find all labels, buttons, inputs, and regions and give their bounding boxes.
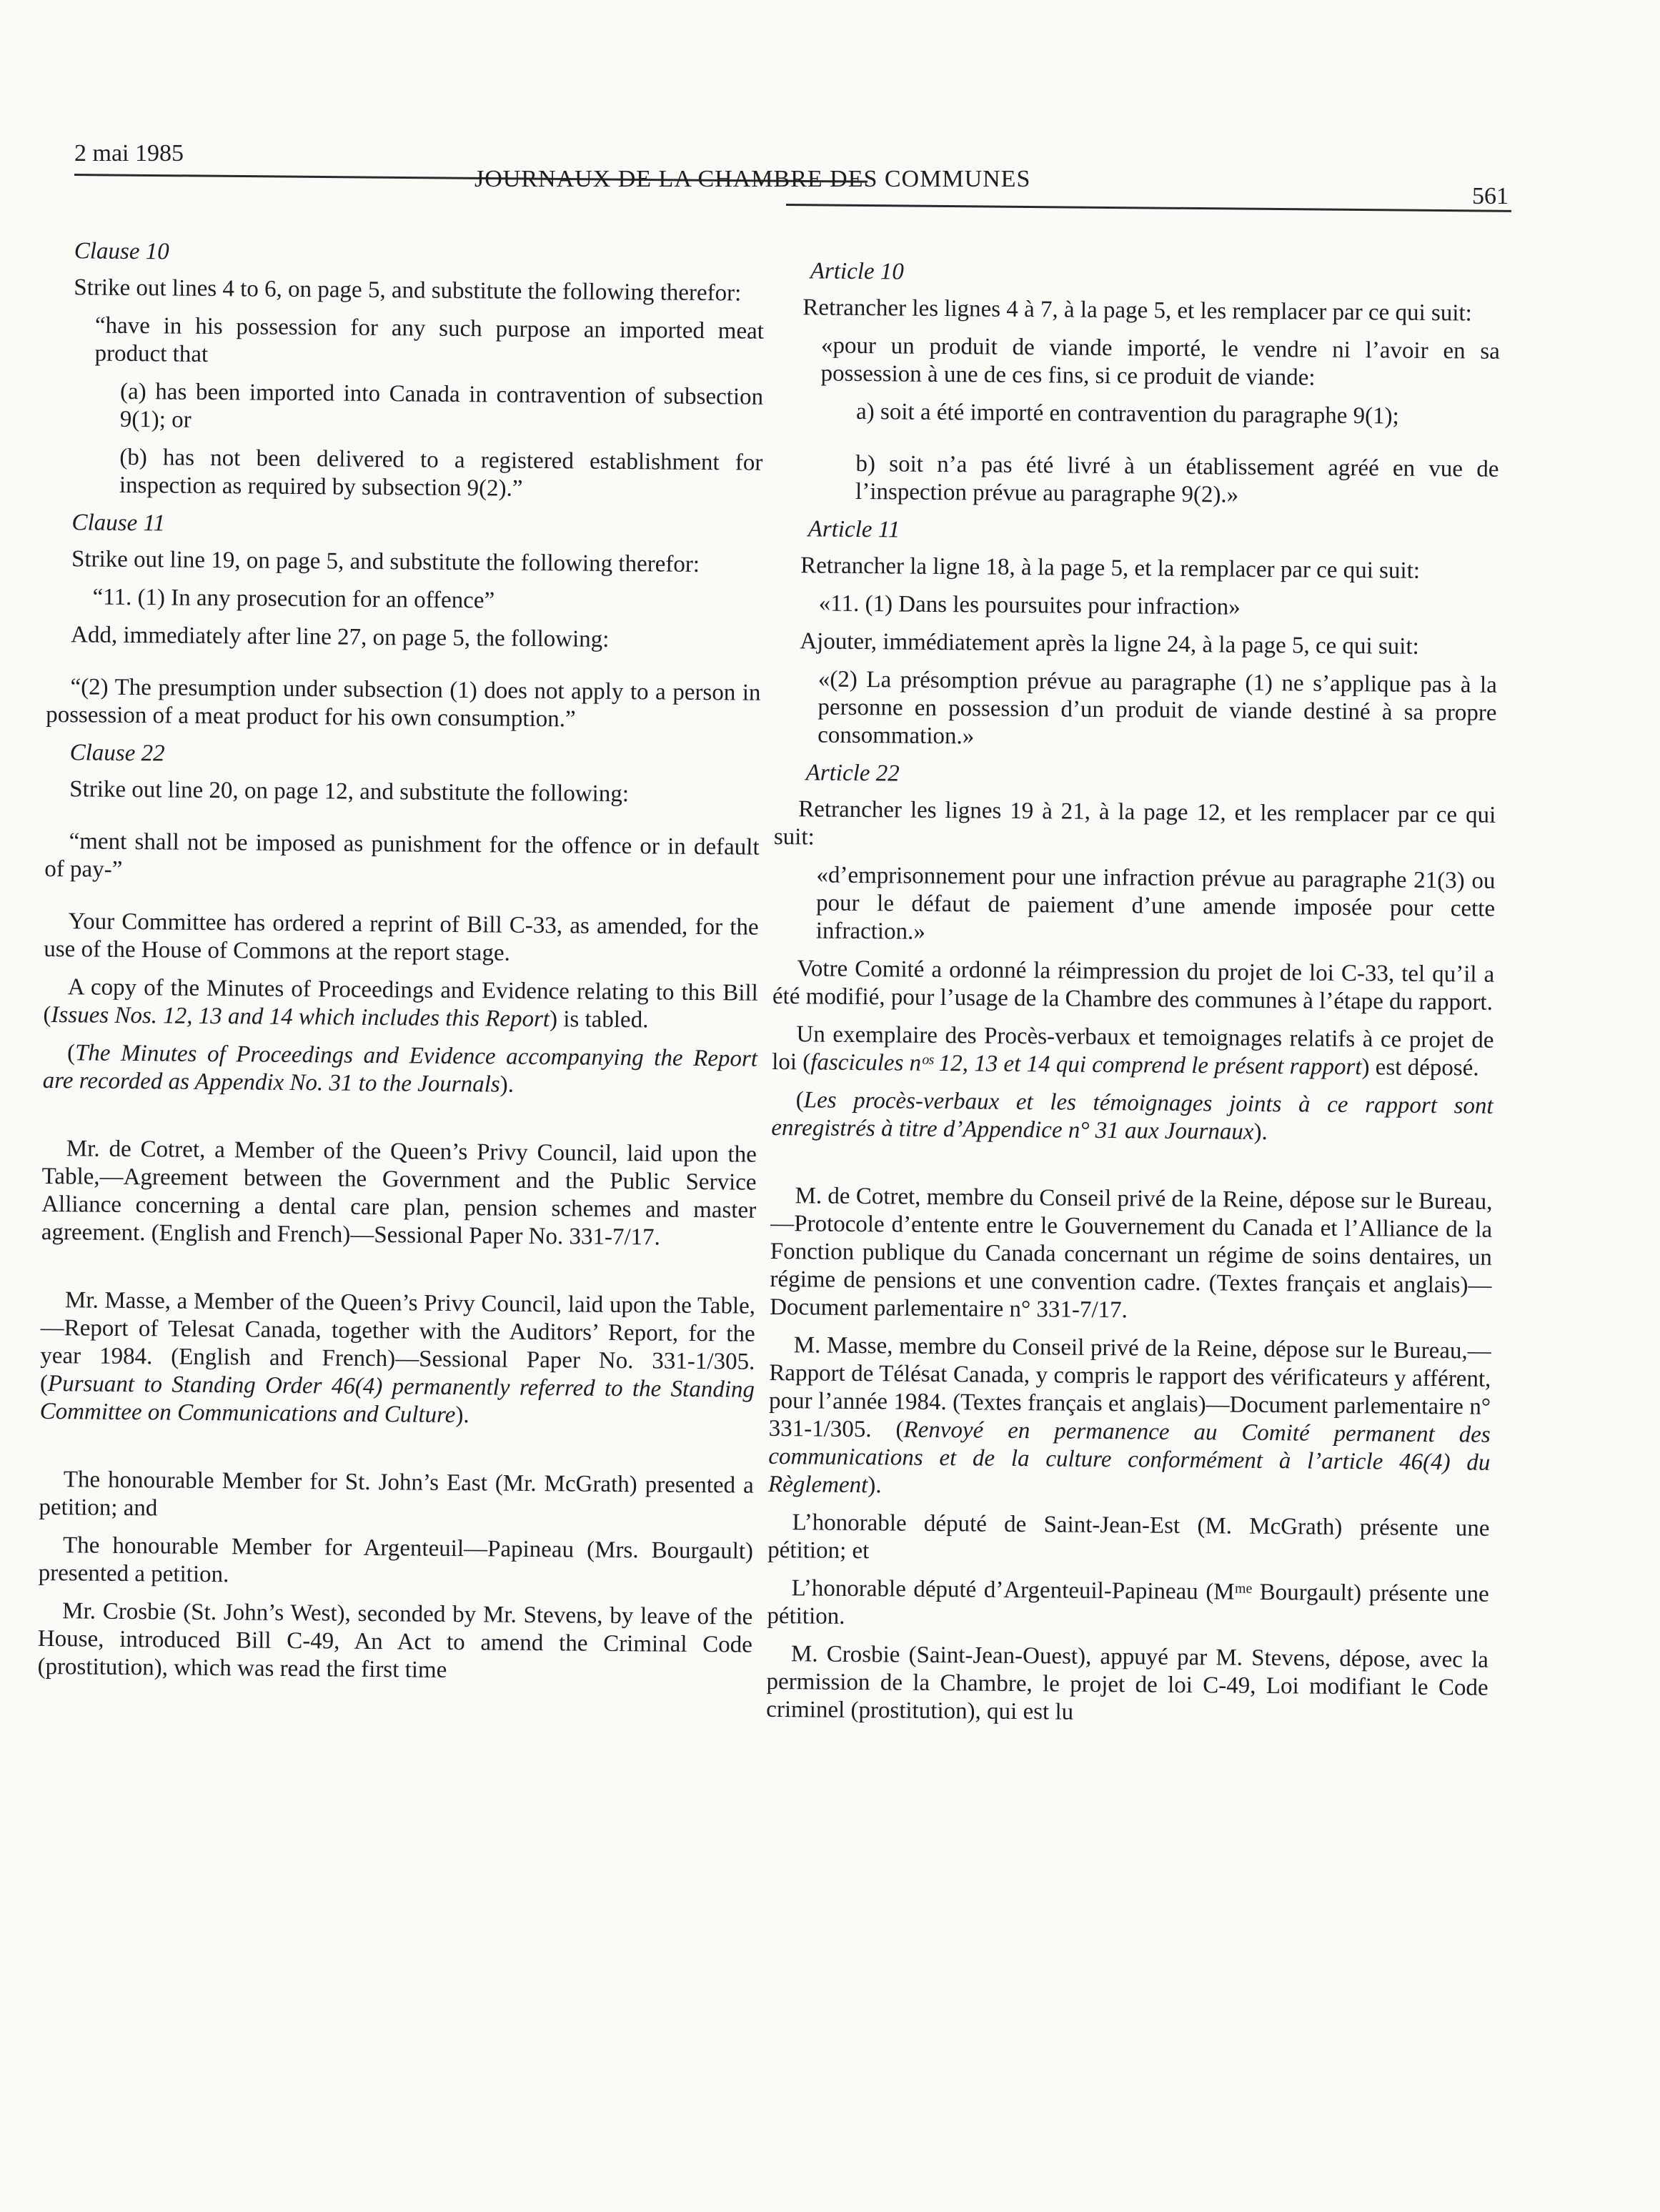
clause-heading: Clause 22 xyxy=(69,740,165,767)
cotret-paragraph: M. de Cotret, membre du Conseil privé de la Reine, dépose sur le Bureau,—Protocole d’entente entre le Gouvernement du Canada et l’Alliance de la Fonction publique du Canada concernant un régime de soins dentaires, un régime de pensions et une convention cadre. (Textes français et anglais)—Document parlementaire n° 331-7/17. xyxy=(770,1183,1493,1324)
cotret-paragraph: Mr. de Cotret, a Member of the Queen’s Privy Council, laid upon the Table,—Agreement between the Government and the Public Service Alliance concerning a dental care plan, pension schemes and master agreement. (English and French)—Sessional Paper No. 331-7/17. xyxy=(41,1136,757,1251)
article-heading: Article 11 xyxy=(807,516,900,543)
amendment-quote: «pour un produit de viande importé, le vendre ni l’avoir en sa possession à une de ces fins, si ce produit de viande: xyxy=(820,332,1501,391)
page-number: 561 xyxy=(1472,183,1509,209)
masse-paragraph: M. Masse, membre du Conseil privé de la Reine, dépose sur le Bureau,—Rapport de Télésat Canada, y compris le rapport des vérificateurs y afférent, pour l’année 1984. (Textes français et anglais)—Document parlementaire n° 331-1/305. (Renvoyé en permanence au Comité permanent des communications et de la culture conformément à l’article 46(4) du Règlement). xyxy=(767,1332,1491,1499)
petition-paragraph: L’honorable député de Saint-Jean-Est (M. McGrath) présente une pétition; et xyxy=(767,1509,1490,1564)
instruction: Retrancher les lignes 4 à 7, à la page 5, et les remplacer par ce qui suit: xyxy=(802,294,1472,327)
petition-paragraph: L’honorable député d’Argenteuil-Papineau (Mᵐᵉ Bourgault) présente une pétition. xyxy=(767,1575,1489,1630)
copy-paragraph: A copy of the Minutes of Proceedings and Evidence relating to this Bill (Issues Nos. 12, 13 and 14 which includes this Report) is tabled. xyxy=(43,974,758,1033)
copy-paragraph: Un exemplaire des Procès-verbaux et temoignages relatifs à ce projet de loi (fascicules nᵒˢ 12, 13 et 14 qui comprend le présent rapport) est déposé. xyxy=(772,1021,1494,1081)
reprint-paragraph: Your Committee has ordered a reprint of Bill C-33, as amended, for the use of the House of Commons at the report stage. xyxy=(44,908,759,966)
amendment-item: b) soit n’a pas été livré à un établissement agréé en vue de l’inspection prévue au paragraphe 9(2).» xyxy=(855,450,1499,508)
amendment-quote: «11. (1) Dans les poursuites pour infraction» xyxy=(818,590,1241,620)
minutes-paragraph: (The Minutes of Proceedings and Evidence accompanying the Report are recorded as Appendix No. 31 to the Journals). xyxy=(42,1040,758,1098)
crosbie-paragraph: Mr. Crosbie (St. John’s West), seconded by Mr. Stevens, by leave of the House, introduced Bill C-49, An Act to amend the Criminal Code (prostitution), which was read the first time xyxy=(37,1598,753,1683)
amendment-item: (b) has not been delivered to a registered establishment for inspection as required by subsection 9(2).” xyxy=(119,444,763,502)
english-column xyxy=(37,237,765,1697)
petition-paragraph: The honourable Member for St. John’s East (Mr. McGrath) presented a petition; and xyxy=(39,1467,754,1522)
instruction: Ajouter, immédiatement après la ligne 24, à la page 5, ce qui suit: xyxy=(800,628,1419,660)
instruction: Add, immediately after line 27, on page 5, the following: xyxy=(70,622,610,653)
header-title: JOURNAUX DE LA CHAMBRE DES COMMUNES xyxy=(474,166,1031,192)
instruction: Strike out line 20, on page 12, and substitute the following: xyxy=(69,776,630,808)
amendment-quote: “(2) The presumption under subsection (1) does not apply to a person in possession of a meat product for his own consumption.” xyxy=(46,674,761,733)
header-date: 2 mai 1985 xyxy=(74,140,184,167)
clause-heading: Clause 10 xyxy=(74,238,169,265)
clause-heading: Clause 11 xyxy=(71,510,166,537)
french-column xyxy=(766,257,1501,1740)
amendment-item: (a) has been imported into Canada in contravention of subsection 9(1); or xyxy=(119,378,764,433)
masse-paragraph: Mr. Masse, a Member of the Queen’s Privy Council, laid upon the Table,—Report of Telesat Canada, together with the Auditors’ Report, for the year 1984. (English and French)—Sessional Paper No. 331-1/305. (Pursuant to Standing Order 46(4) permanently referred to the Standing Committee on Communications and Culture). xyxy=(39,1287,756,1429)
article-heading: Article 10 xyxy=(810,258,905,285)
instruction: Strike out line 19, on page 5, and substitute the following therefor: xyxy=(71,546,700,577)
page-header xyxy=(0,0,1660,229)
instruction: Strike out lines 4 to 6, on page 5, and substitute the following therefor: xyxy=(74,274,742,307)
amendment-quote: “11. (1) In any prosecution for an offence” xyxy=(92,584,495,614)
minutes-paragraph: (Les procès-verbaux et les témoignages joints à ce rapport sont enregistrés à titre d’Appendice n° 31 aux Journaux). xyxy=(771,1087,1493,1146)
reprint-paragraph: Votre Comité a ordonné la réimpression du projet de loi C-33, tel qu’il a été modifié, pour l’usage de la Chambre des communes à l’étape du rapport. xyxy=(772,956,1495,1016)
article-heading: Article 22 xyxy=(805,760,900,787)
amendment-quote: “have in his possession for any such purpose an imported meat product that xyxy=(94,312,765,367)
amendment-quote: «(2) La présomption prévue au paragraphe (1) ne s’applique pas à la personne en possession d’un produit de viande destiné à sa propre consommation.» xyxy=(817,666,1497,750)
amendment-item: a) soit a été importé en contravention du paragraphe 9(1); xyxy=(855,398,1399,430)
petition-paragraph: The honourable Member for Argenteuil—Papineau (Mrs. Bourgault) presented a petition. xyxy=(38,1532,754,1588)
instruction: Retrancher les lignes 19 à 21, à la page 12, et les remplacer par ce qui suit: xyxy=(773,796,1496,850)
amendment-quote: “ment shall not be imposed as punishment for the offence or in default of pay-” xyxy=(44,828,760,883)
crosbie-paragraph: M. Crosbie (Saint-Jean-Ouest), appuyé par M. Stevens, dépose, avec la permission de la Chambre, le projet de loi C-49, Loi modifiant le Code criminel (prostitution), qui est lu xyxy=(766,1641,1489,1725)
header-rule xyxy=(786,204,1511,212)
instruction: Retrancher la ligne 18, à la page 5, et la remplacer par ce qui suit: xyxy=(800,552,1421,584)
amendment-quote: «d’emprisonnement pour une infraction prévue au paragraphe 21(3) ou pour le défaut de paiement d’une amende imposée pour cette infraction.» xyxy=(815,862,1496,945)
